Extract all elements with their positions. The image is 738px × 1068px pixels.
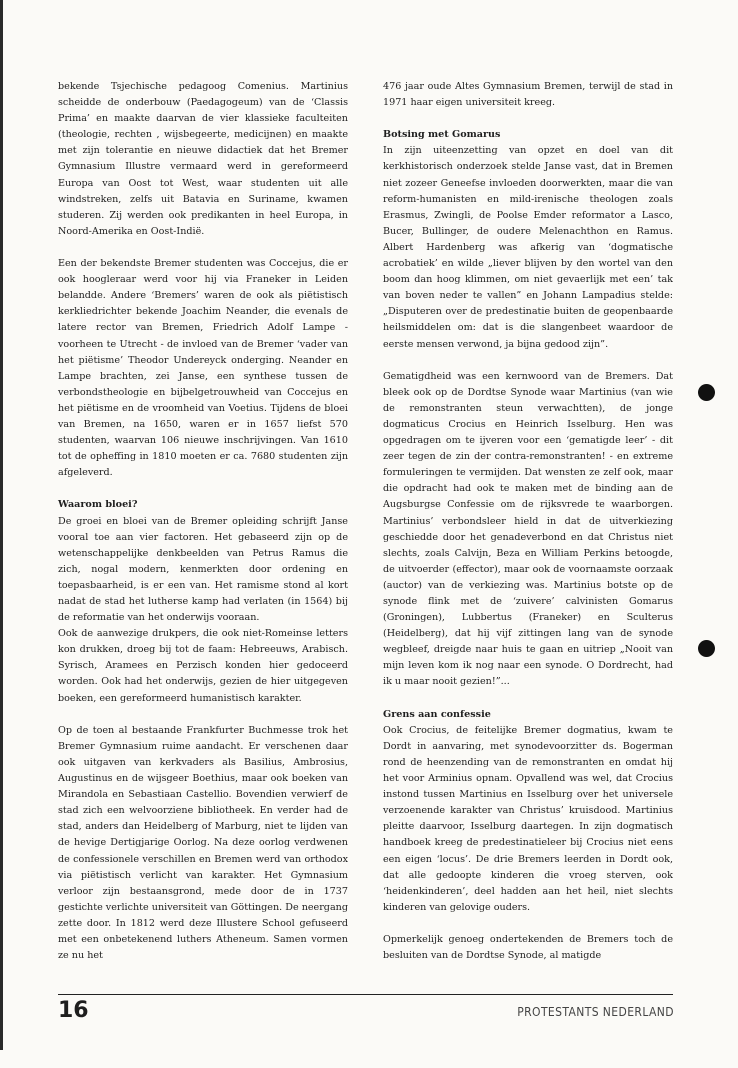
binder-hole-top bbox=[698, 384, 715, 401]
right-column bbox=[383, 79, 673, 980]
page-edge-shadow bbox=[0, 0, 3, 1050]
section-heading: Botsing met Gomarus bbox=[383, 129, 501, 141]
body-paragraph: Ook de aanwezige drukpers, die ook niet-Romeinse letters kon drukken, droeg bij tot de faam: Hebreeuws, Arabisch. Syrisch, Aramees en Perzisch konden hier gedoceerd worden. Ook had het onderwijs, gezien de hier uitgegeven boeken, een gereformeerd humanistisch karakter. bbox=[58, 628, 348, 704]
body-paragraph: bekende Tsjechische pedagoog Comenius. Martinius scheidde de onderbouw (Paedagogeum) van de ‘Classis Prima’ en maakte daarvan de vier klassieke faculteiten (theologie, rechten , wijsbegeerte, medicijnen) en maakte met zijn tolerantie en nieuwe didactiek dat het Bremer Gymnasium Illustre vermaard werd in gereformeerd Europa van Oost tot West, waar studenten uit alle windstreken, zelfs uit Batavia en Suriname, kwamen studeren. Zij werden ook predikanten in heel Europa, in Noord-Amerika en Oost-Indië. bbox=[58, 81, 348, 237]
page-number: 16 bbox=[58, 998, 89, 1023]
body-paragraph: Gematigdheid was een kernwoord van de Bremers. Dat bleek ook op de Dordtse Synode waar Martinius (van wie de remonstranten steun verwachtten), de jonge dogmaticus Crocius en Heinrich Isselburg. Hen was opgedragen om te ijveren voor een ‘gematigde leer’ - dit zeer tegen de zin der contra-remonstranten! - en extreme formuleringen te vermijden. Dat wensten ze zelf ook, maar die opdracht had ook te maken met de binding aan de Augsburgse Confessie om de rijksvrede te waarborgen. Martinius’ verbondsleer hield in dat de uitverkiezing geschiedde door het genadeverbond en dat Christus niet slechts, zoals Calvijn, Beza en William Perkins betoogde, de uitvoerder (effector), maar ook de voornaamste oorzaak (auctor) van de verkiezing was. Martinius botste op de synode flink met de ‘zuivere’ calvinisten Gomarus (Groningen), Lubbertus (Franeker) en Sculterus (Heidelberg), dat hij vijf zittingen lang van de synode wegbleef, dreigde naar huis te gaan en uitriep „Nooit van mijn leven kom ik nog naar een synode. O Dordrecht, had ik u maar nooit gezien!”... bbox=[383, 370, 673, 688]
footer-rule bbox=[58, 994, 673, 995]
body-paragraph: In zijn uiteenzetting van opzet en doel van dit kerkhistorisch onderzoek stelde Janse vast, dat in Bremen niet zozeer Geneefse invloeden doorwerkten, maar die van reform-humanisten en mild-irenische theologen zoals Erasmus, Zwingli, de Poolse Emder reformator a Lasco, Bucer, Bullinger, de oudere Melenachthon en Ramus. Albert Hardenberg was afkerig van ‘dogmatische acrobatiek’ en wilde „liever blijven by den wortel van den boom dan hoog klimmen, om niet gevaerlijk met een’ tak van boven neder te vallen” en Johann Lampadius stelde: „Disputeren over de predestinatie buiten de geopenbaarde heilsmiddelen om: dat is die slangenbeet waardoor de eerste mensen verwond, ja bijna gedood zijn”. bbox=[383, 145, 673, 350]
binder-hole-bottom bbox=[698, 640, 715, 657]
section-heading: Grens aan confessie bbox=[383, 708, 491, 720]
body-paragraph: Op de toen al bestaande Frankfurter Buchmesse trok het Bremer Gymnasium ruime aandacht. Er verschenen daar ook uitgaven van kerkvaders als Basilius, Ambrosius, Augustinus en de wijsgeer Boethius, maar ook boeken van Mirandola en Sebastiaan Castellio. Bovendien verwierf de stad zich een welvoorziene bibliotheek. En verder had de stad, anders dan Heidelberg of Marburg, niet te lijden van de hevige Dertigjarige Oorlog. Na deze oorlog verdwenen de confessionele verschillen en Bremen werd van orthodox via piëtistisch verlicht van karakter. Het Gymnasium verloor zijn bestaansgrond, mede door de in 1737 gestichte verlichte universiteit van Göttingen. De neergang zette door. In 1812 werd deze Illustere School gefuseerd met een onbetekenend luthers Atheneum. Samen vormen ze nu het bbox=[58, 724, 348, 962]
left-column bbox=[58, 79, 348, 980]
section-heading: Waarom bloei? bbox=[58, 499, 138, 511]
body-paragraph: 476 jaar oude Altes Gymnasium Bremen, terwijl de stad in 1971 haar eigen universiteit kreeg. bbox=[383, 81, 673, 109]
body-paragraph: Ook Crocius, de feitelijke Bremer dogmatius, kwam te Dordt in aanvaring, met synodevoorzitter ds. Bogerman rond de heenzending van de remonstranten en omdat hij het voor Arminius opnam. Opvallend was wel, dat Crocius instond tussen Martinius en Isselburg over het universele verzoenende karakter van Christus’ kruisdood. Martinius pleitte daarvoor, Isselburg daartegen. In zijn dogmatisch handboek kreeg de predestinatieleer bij Crocius niet eens een eigen ‘locus’. De drie Bremers leerden in Dordt ook, dat alle gedoopte kinderen die vroeg sterven, ook ‘heidenkinderen’, deel hadden aan het heil, niet slechts kinderen van gelovige ouders. bbox=[383, 724, 673, 913]
body-paragraph: Een der bekendste Bremer studenten was Coccejus, die er ook hoogleraar werd voor hij via Franeker in Leiden belandde. Andere ‘Bremers’ waren de ook als piëtistisch kerkliedrichter bekende Joachim Neander, die evenals de latere rector van Bremen, Friedrich Adolf Lampe - voorheen te Utrecht - de invloed van de Bremer ‘vader van het piëtisme’ Theodor Undereyck onderging. Neander en Lampe brachten, zei Janse, een synthese tussen de verbondstheologie en bijbelgetrouwheid van Coccejus en het piëtisme en de vroomheid van Voetius. Tijdens de bloei van Bremen, na 1650, waren er in 1657 liefst 570 studenten, waarvan 106 nieuwe inschrijvingen. Van 1610 tot de opheffing in 1810 moeten er ca. 7680 studenten zijn afgeleverd. bbox=[58, 258, 348, 479]
body-paragraph: De groei en bloei van de Bremer opleiding schrijft Janse vooral toe aan vier factoren. Het gebaseerd zijn op de wetenschappelijke denkbeelden van Petrus Ramus die zich, nogal modern, kenmerkten door ordening en toepasbaarheid, is er een van. Het ramisme stond al kort nadat de stad het lutherse kamp had verlaten (in 1564) bij de reformatie van het onderwijs vooraan. bbox=[58, 515, 348, 624]
body-paragraph: Opmerkelijk genoeg ondertekenden de Bremers toch de besluiten van de Dordtse Synode, al matigde bbox=[383, 933, 673, 962]
magazine-title: PROTESTANTS NEDERLAND bbox=[517, 1005, 674, 1019]
